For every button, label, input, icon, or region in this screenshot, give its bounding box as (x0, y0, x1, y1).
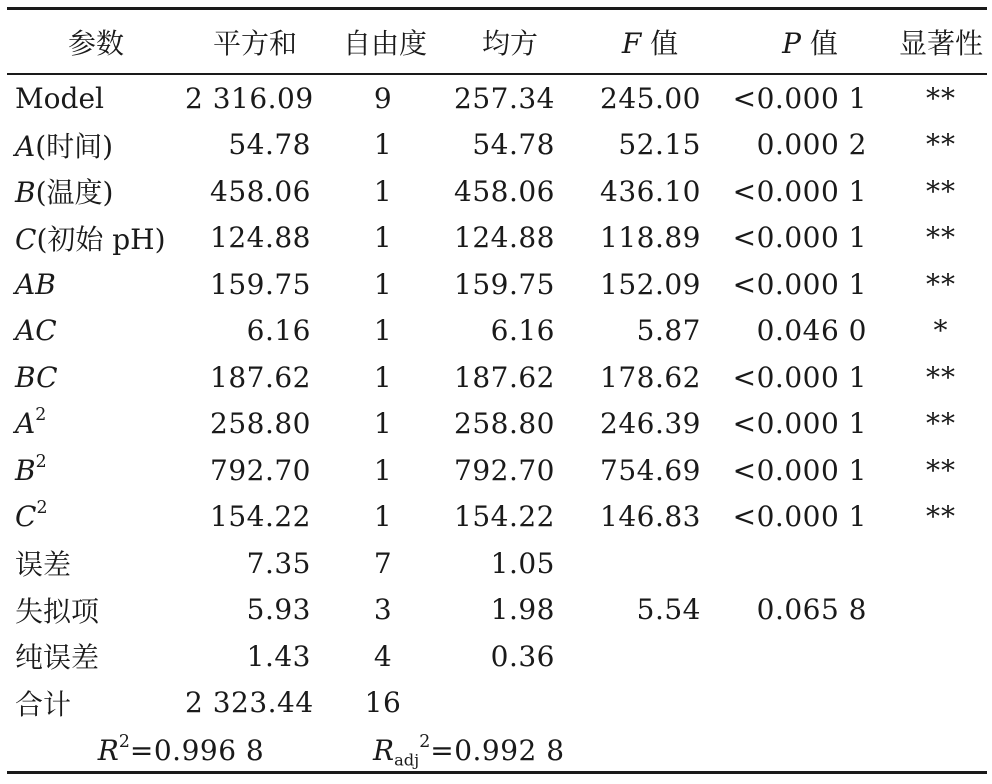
row-significance: ** (926, 453, 956, 487)
param-exponent: 2 (35, 451, 47, 472)
row-f-value: 5.87 (636, 314, 701, 348)
row-f-value: 246.39 (600, 407, 701, 441)
row-sum-of-squares: 5.93 (246, 593, 311, 627)
row-degrees-of-freedom: 1 (373, 500, 393, 534)
row-sum-of-squares: 1.43 (246, 639, 311, 673)
r2-value: =0.996 8 (129, 733, 265, 767)
p-word: 值 (809, 27, 838, 60)
row-degrees-of-freedom: 1 (373, 360, 393, 394)
row-degrees-of-freedom: 1 (373, 174, 393, 208)
row-significance: ** (926, 500, 956, 534)
param-symbol: 失拟项 (15, 594, 100, 628)
row-param-name (7, 633, 185, 680)
adj-superscript: 2 (419, 731, 431, 752)
row-p-value (725, 540, 895, 587)
row-degrees-of-freedom: 1 (373, 407, 393, 441)
row-mean-square: 0.36 (490, 639, 555, 673)
row-param-name (7, 680, 185, 727)
row-significance: ** (926, 360, 956, 394)
row-sum-of-squares: 54.78 (228, 128, 311, 162)
table-body (7, 75, 987, 726)
param-symbol: 误差 (15, 548, 72, 582)
header-degrees-of-freedom: 自由度 (342, 27, 427, 60)
r2-symbol: R (97, 733, 119, 767)
table-row (7, 122, 987, 169)
row-param-name (7, 308, 185, 355)
param-symbol: B (15, 176, 36, 210)
row-mean-square: 54.78 (472, 128, 555, 162)
row-p-value: <0.000 1 (732, 453, 867, 487)
row-param-name (7, 494, 185, 541)
param-symbol: C (15, 500, 37, 534)
row-p-value (725, 680, 895, 727)
row-mean-square: 1.98 (490, 593, 555, 627)
row-significance: * (933, 314, 949, 348)
param-description: (时间) (35, 129, 114, 163)
row-sum-of-squares: 458.06 (210, 174, 311, 208)
row-f-value: 436.10 (600, 174, 701, 208)
row-param-name (7, 401, 185, 448)
row-param-name (7, 354, 185, 401)
row-p-value: <0.000 1 (732, 267, 867, 301)
row-param-name (7, 75, 185, 122)
param-symbol: AC (15, 314, 57, 348)
f-symbol: F (621, 27, 642, 60)
header-p-value (725, 7, 895, 75)
row-mean-square: 187.62 (454, 360, 555, 394)
param-symbol: Model (15, 81, 104, 115)
row-p-value: <0.000 1 (732, 360, 867, 394)
row-f-value: 52.15 (618, 128, 701, 162)
row-significance (895, 680, 987, 727)
row-mean-square (445, 680, 575, 727)
row-sum-of-squares: 187.62 (210, 360, 311, 394)
row-param-name (7, 261, 185, 308)
row-degrees-of-freedom: 1 (373, 128, 393, 162)
param-symbol: 合计 (15, 687, 72, 721)
row-significance (895, 540, 987, 587)
row-degrees-of-freedom: 1 (373, 453, 393, 487)
row-p-value (725, 633, 895, 680)
param-symbol: B (15, 453, 36, 487)
param-description: (温度) (35, 176, 114, 210)
row-f-value (575, 540, 725, 587)
row-degrees-of-freedom: 1 (373, 267, 393, 301)
row-f-value (575, 680, 725, 727)
row-degrees-of-freedom: 9 (373, 81, 393, 115)
row-sum-of-squares: 2 316.09 (185, 81, 314, 115)
table-row (7, 587, 987, 634)
row-p-value: <0.000 1 (732, 407, 867, 441)
table-row (7, 215, 987, 262)
r2-superscript: 2 (118, 731, 130, 752)
param-symbol: AB (15, 267, 56, 301)
row-mean-square: 154.22 (454, 500, 555, 534)
row-f-value: 146.83 (600, 500, 701, 534)
row-f-value (575, 633, 725, 680)
fit-stats-row (7, 726, 987, 774)
row-sum-of-squares: 792.70 (210, 453, 311, 487)
row-sum-of-squares: 159.75 (210, 267, 311, 301)
header-significance: 显著性 (898, 27, 983, 60)
row-mean-square: 1.05 (490, 546, 555, 580)
row-mean-square: 124.88 (454, 221, 555, 255)
header-param: 参数 (67, 27, 124, 60)
row-degrees-of-freedom: 1 (373, 314, 393, 348)
param-symbol: A (15, 407, 36, 441)
anova-table (7, 7, 987, 774)
header-row (7, 7, 987, 75)
p-symbol: P (782, 27, 801, 60)
header-mean-square: 均方 (481, 27, 538, 60)
row-degrees-of-freedom: 3 (373, 593, 393, 627)
row-sum-of-squares: 124.88 (210, 221, 311, 255)
r-squared (7, 726, 325, 774)
row-sum-of-squares: 7.35 (246, 546, 311, 580)
table-row (7, 680, 987, 727)
row-f-value: 118.89 (600, 221, 701, 255)
row-degrees-of-freedom: 7 (373, 546, 393, 580)
row-p-value: <0.000 1 (732, 81, 867, 115)
header-f-value (575, 7, 725, 75)
table-row (7, 633, 987, 680)
row-f-value: 5.54 (636, 593, 701, 627)
table-row (7, 308, 987, 355)
row-p-value: 0.000 2 (756, 128, 867, 162)
param-symbol: C (15, 222, 37, 256)
row-sum-of-squares: 154.22 (210, 500, 311, 534)
row-p-value: <0.000 1 (732, 174, 867, 208)
row-mean-square: 458.06 (454, 174, 555, 208)
param-description: (初始 pH) (36, 222, 166, 256)
row-p-value: 0.065 8 (756, 593, 867, 627)
f-word: 值 (650, 27, 679, 60)
row-significance (895, 633, 987, 680)
row-param-name (7, 587, 185, 634)
row-mean-square: 792.70 (454, 453, 555, 487)
adjusted-r-squared (325, 726, 725, 774)
table-row (7, 168, 987, 215)
row-significance: ** (926, 221, 956, 255)
row-significance: ** (926, 81, 956, 115)
table-row (7, 261, 987, 308)
row-f-value: 754.69 (600, 453, 701, 487)
row-degrees-of-freedom: 4 (373, 639, 393, 673)
adj-subscript: adj (394, 750, 420, 770)
adj-r2-value: =0.992 8 (430, 733, 565, 767)
row-significance (895, 587, 987, 634)
row-mean-square: 258.80 (454, 407, 555, 441)
param-exponent: 2 (36, 498, 48, 519)
row-p-value: <0.000 1 (732, 221, 867, 255)
row-mean-square: 6.16 (490, 314, 555, 348)
row-significance: ** (926, 174, 956, 208)
param-exponent: 2 (35, 405, 47, 426)
row-param-name (7, 540, 185, 587)
row-p-value: <0.000 1 (732, 500, 867, 534)
param-symbol: BC (15, 360, 58, 394)
table-row (7, 494, 987, 541)
row-sum-of-squares: 2 323.44 (185, 686, 314, 720)
row-sum-of-squares: 6.16 (246, 314, 311, 348)
row-f-value: 178.62 (600, 360, 701, 394)
row-degrees-of-freedom: 16 (364, 686, 402, 720)
table-row (7, 401, 987, 448)
fit-empty (725, 726, 987, 774)
row-significance: ** (926, 407, 956, 441)
row-significance: ** (926, 128, 956, 162)
row-p-value: 0.046 0 (756, 314, 867, 348)
row-sum-of-squares: 258.80 (210, 407, 311, 441)
row-param-name (7, 447, 185, 494)
row-param-name (7, 215, 185, 262)
anova-table-container (7, 7, 987, 777)
row-param-name (7, 168, 185, 215)
row-param-name (7, 122, 185, 169)
table-row (7, 75, 987, 122)
row-significance: ** (926, 267, 956, 301)
param-symbol: 纯误差 (15, 641, 100, 675)
row-mean-square: 257.34 (454, 81, 555, 115)
param-symbol: A (15, 129, 36, 163)
row-mean-square: 159.75 (454, 267, 555, 301)
header-sum-of-squares: 平方和 (212, 27, 297, 60)
table-row (7, 540, 987, 587)
row-f-value: 245.00 (600, 81, 701, 115)
row-degrees-of-freedom: 1 (373, 221, 393, 255)
table-row (7, 447, 987, 494)
adj-r2-symbol: R (373, 733, 395, 767)
row-f-value: 152.09 (600, 267, 701, 301)
table-row (7, 354, 987, 401)
